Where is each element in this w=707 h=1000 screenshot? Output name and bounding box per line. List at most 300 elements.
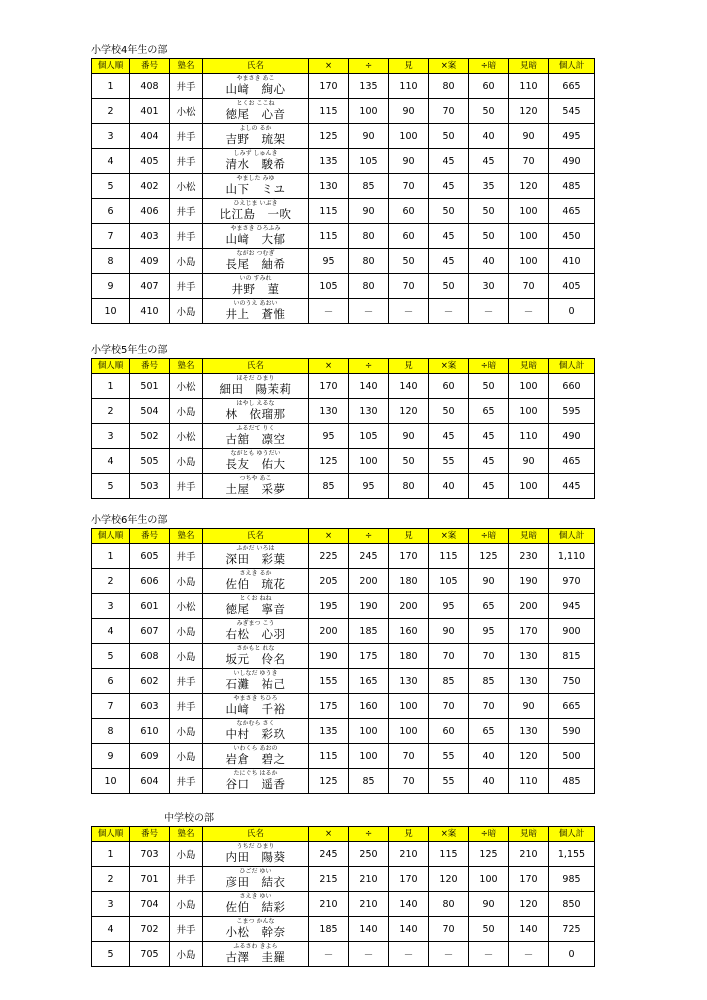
- view-mental-header: 見暗: [509, 827, 549, 842]
- divide-mental-score: 45: [469, 449, 509, 474]
- divide-mental-score: 50: [469, 917, 509, 942]
- total-cell: 0: [549, 942, 595, 967]
- rank-cell: 2: [92, 867, 130, 892]
- rank-cell: 4: [92, 149, 130, 174]
- total-cell: 665: [549, 694, 595, 719]
- name-cell: [203, 644, 309, 669]
- name-cell: [203, 694, 309, 719]
- divide-score: 165: [349, 669, 389, 694]
- rank-header: 個人順: [92, 827, 130, 842]
- student-name: 井野 菫: [231, 282, 280, 296]
- total-cell: 665: [549, 74, 595, 99]
- total-cell: 485: [549, 769, 595, 794]
- name-cell: [203, 719, 309, 744]
- number-header: 番号: [130, 59, 170, 74]
- name-header: 氏名: [203, 59, 309, 74]
- view-mental-score: 130: [509, 669, 549, 694]
- section-grade4: [91, 44, 585, 324]
- view-score: 50: [389, 449, 429, 474]
- rank-cell: 5: [92, 174, 130, 199]
- total-cell: 985: [549, 867, 595, 892]
- rank-cell: 10: [92, 769, 130, 794]
- divide-mental-score: 90: [469, 892, 509, 917]
- multiply-mental-header: ×案: [429, 827, 469, 842]
- name-cell: [203, 942, 309, 967]
- multiply-score: 115: [309, 99, 349, 124]
- multiply-mental-header: ×案: [429, 59, 469, 74]
- view-score: 130: [389, 669, 429, 694]
- rank-cell: 1: [92, 544, 130, 569]
- school-header: 塾名: [170, 827, 203, 842]
- table-row: [92, 249, 595, 274]
- multiply-score: 85: [309, 474, 349, 499]
- rank-cell: 4: [92, 449, 130, 474]
- multiply-score: 170: [309, 74, 349, 99]
- multiply-mental-score: 45: [429, 149, 469, 174]
- name-reading: いわくら あおの: [233, 745, 278, 752]
- number-cell: 702: [130, 917, 170, 942]
- divide-mental-score: 45: [469, 424, 509, 449]
- name-reading: ほそだ ひまり: [236, 375, 275, 382]
- table-row: [92, 74, 595, 99]
- header-row: [92, 59, 595, 74]
- multiply-header: ×: [309, 59, 349, 74]
- results-table: [91, 528, 595, 794]
- divide-mental-score: 30: [469, 274, 509, 299]
- rank-cell: 9: [92, 744, 130, 769]
- multiply-mental-score: 55: [429, 744, 469, 769]
- multiply-mental-score: 40: [429, 474, 469, 499]
- multiply-score: 215: [309, 867, 349, 892]
- table-row: [92, 274, 595, 299]
- rank-cell: 6: [92, 199, 130, 224]
- divide-score: 105: [349, 149, 389, 174]
- student-name: 坂元 伶名: [225, 652, 286, 666]
- view-mental-score: 70: [509, 149, 549, 174]
- section-title: 小学校4年生の部: [91, 45, 168, 56]
- name-reading: やまさき あこ: [236, 75, 275, 82]
- view-score: 70: [389, 744, 429, 769]
- total-cell: 490: [549, 149, 595, 174]
- header-row: [92, 529, 595, 544]
- table-row: [92, 892, 595, 917]
- total-cell: 590: [549, 719, 595, 744]
- multiply-score: 135: [309, 719, 349, 744]
- school-cell: 小島: [170, 719, 203, 744]
- table-row: [92, 669, 595, 694]
- results-table: [91, 826, 595, 967]
- divide-header: ÷: [349, 359, 389, 374]
- table-row: [92, 867, 595, 892]
- divide-mental-header: ÷暗: [469, 529, 509, 544]
- multiply-mental-score: 115: [429, 544, 469, 569]
- school-cell: 小島: [170, 299, 203, 324]
- number-cell: 603: [130, 694, 170, 719]
- table-row: [92, 569, 595, 594]
- school-cell: 井手: [170, 274, 203, 299]
- view-mental-score: 210: [509, 842, 549, 867]
- multiply-mental-score: 50: [429, 124, 469, 149]
- view-mental-score: 130: [509, 719, 549, 744]
- divide-header: ÷: [349, 827, 389, 842]
- view-score: 210: [389, 842, 429, 867]
- school-cell: 井手: [170, 199, 203, 224]
- view-score: 170: [389, 867, 429, 892]
- multiply-score: 130: [309, 174, 349, 199]
- table-row: [92, 299, 595, 324]
- school-cell: 小島: [170, 249, 203, 274]
- view-header: 見: [389, 827, 429, 842]
- divide-score: 100: [349, 744, 389, 769]
- school-cell: 小松: [170, 594, 203, 619]
- name-cell: [203, 99, 309, 124]
- divide-score: 90: [349, 199, 389, 224]
- table-row: [92, 719, 595, 744]
- multiply-mental-score: 55: [429, 449, 469, 474]
- view-mental-score: 120: [509, 99, 549, 124]
- name-reading: ふるさわ きよら: [233, 943, 278, 950]
- rank-cell: 2: [92, 399, 130, 424]
- divide-score: 100: [349, 719, 389, 744]
- school-cell: 小島: [170, 892, 203, 917]
- view-score: 80: [389, 474, 429, 499]
- divide-mental-score: 65: [469, 719, 509, 744]
- multiply-mental-header: ×案: [429, 359, 469, 374]
- multiply-mental-score: 50: [429, 274, 469, 299]
- table-row: [92, 224, 595, 249]
- divide-score: 85: [349, 174, 389, 199]
- name-reading: さえき るか: [239, 570, 272, 577]
- multiply-score: 225: [309, 544, 349, 569]
- school-header: 塾名: [170, 359, 203, 374]
- school-cell: 小島: [170, 399, 203, 424]
- rank-cell: 2: [92, 569, 130, 594]
- divide-header: ÷: [349, 529, 389, 544]
- divide-score: 105: [349, 424, 389, 449]
- school-header: 塾名: [170, 529, 203, 544]
- student-name: 吉野 琉架: [225, 132, 286, 146]
- multiply-header: ×: [309, 827, 349, 842]
- rank-header: 個人順: [92, 529, 130, 544]
- view-score: 160: [389, 619, 429, 644]
- name-cell: [203, 199, 309, 224]
- number-cell: 601: [130, 594, 170, 619]
- school-cell: 小島: [170, 449, 203, 474]
- divide-score: 135: [349, 74, 389, 99]
- number-cell: 605: [130, 544, 170, 569]
- school-header: 塾名: [170, 59, 203, 74]
- view-mental-score: 100: [509, 374, 549, 399]
- table-row: [92, 942, 595, 967]
- divide-score: 210: [349, 867, 389, 892]
- divide-score: 80: [349, 274, 389, 299]
- name-reading: はやし えるな: [236, 400, 275, 407]
- name-cell: [203, 669, 309, 694]
- multiply-score: 95: [309, 424, 349, 449]
- view-mental-score: 170: [509, 619, 549, 644]
- total-cell: 1,110: [549, 544, 595, 569]
- multiply-mental-score: 50: [429, 199, 469, 224]
- divide-score: －: [349, 942, 389, 967]
- divide-mental-score: 45: [469, 474, 509, 499]
- name-header: 氏名: [203, 827, 309, 842]
- multiply-mental-score: 60: [429, 719, 469, 744]
- name-reading: みぎまつ こう: [236, 620, 275, 627]
- view-score: 60: [389, 224, 429, 249]
- view-score: 140: [389, 892, 429, 917]
- student-name: 谷口 遥香: [225, 777, 286, 791]
- total-cell: 495: [549, 124, 595, 149]
- multiply-score: 155: [309, 669, 349, 694]
- rank-header: 個人順: [92, 359, 130, 374]
- number-cell: 602: [130, 669, 170, 694]
- view-score: 90: [389, 424, 429, 449]
- divide-score: 210: [349, 892, 389, 917]
- multiply-score: 105: [309, 274, 349, 299]
- total-cell: 465: [549, 199, 595, 224]
- number-cell: 407: [130, 274, 170, 299]
- divide-score: 130: [349, 399, 389, 424]
- name-cell: [203, 299, 309, 324]
- table-row: [92, 744, 595, 769]
- name-reading: いしなだ ゆうき: [233, 670, 278, 677]
- view-mental-score: 100: [509, 199, 549, 224]
- section-title: 中学校の部: [164, 813, 214, 824]
- divide-mental-score: －: [469, 299, 509, 324]
- student-name: 佐伯 琉花: [225, 577, 286, 591]
- divide-score: 185: [349, 619, 389, 644]
- multiply-mental-score: 115: [429, 842, 469, 867]
- view-mental-score: －: [509, 299, 549, 324]
- view-score: 170: [389, 544, 429, 569]
- number-header: 番号: [130, 529, 170, 544]
- total-cell: 970: [549, 569, 595, 594]
- total-cell: 490: [549, 424, 595, 449]
- number-cell: 410: [130, 299, 170, 324]
- view-score: 70: [389, 769, 429, 794]
- number-cell: 505: [130, 449, 170, 474]
- table-row: [92, 619, 595, 644]
- number-cell: 405: [130, 149, 170, 174]
- multiply-score: 200: [309, 619, 349, 644]
- school-cell: 小島: [170, 744, 203, 769]
- table-row: [92, 399, 595, 424]
- name-cell: [203, 249, 309, 274]
- divide-score: 250: [349, 842, 389, 867]
- number-cell: 704: [130, 892, 170, 917]
- name-reading: なかむら さく: [236, 720, 275, 727]
- name-cell: [203, 399, 309, 424]
- divide-score: 85: [349, 769, 389, 794]
- divide-score: 90: [349, 124, 389, 149]
- multiply-mental-score: 70: [429, 644, 469, 669]
- multiply-mental-score: 120: [429, 867, 469, 892]
- name-cell: [203, 424, 309, 449]
- view-mental-score: 140: [509, 917, 549, 942]
- name-reading: いの すみれ: [239, 275, 272, 282]
- divide-mental-score: 95: [469, 619, 509, 644]
- divide-mental-score: 50: [469, 199, 509, 224]
- divide-mental-score: 65: [469, 399, 509, 424]
- multiply-score: 210: [309, 892, 349, 917]
- divide-mental-score: 65: [469, 594, 509, 619]
- multiply-mental-score: 70: [429, 99, 469, 124]
- student-name: 右松 心羽: [225, 627, 286, 641]
- divide-mental-score: －: [469, 942, 509, 967]
- number-cell: 701: [130, 867, 170, 892]
- name-reading: とくお ここね: [236, 100, 275, 107]
- rank-cell: 5: [92, 644, 130, 669]
- multiply-score: 115: [309, 199, 349, 224]
- rank-cell: 2: [92, 99, 130, 124]
- rank-cell: 5: [92, 942, 130, 967]
- name-header: 氏名: [203, 359, 309, 374]
- divide-mental-header: ÷暗: [469, 359, 509, 374]
- number-cell: 406: [130, 199, 170, 224]
- multiply-mental-header: ×案: [429, 529, 469, 544]
- multiply-mental-score: 50: [429, 399, 469, 424]
- table-row: [92, 769, 595, 794]
- multiply-mental-score: 55: [429, 769, 469, 794]
- divide-mental-score: 90: [469, 569, 509, 594]
- view-score: 100: [389, 124, 429, 149]
- school-cell: 小松: [170, 174, 203, 199]
- divide-mental-score: 50: [469, 224, 509, 249]
- multiply-score: 95: [309, 249, 349, 274]
- name-cell: [203, 374, 309, 399]
- name-reading: つちや あこ: [239, 475, 272, 482]
- rank-header: 個人順: [92, 59, 130, 74]
- student-name: 細田 陽茉莉: [219, 382, 292, 396]
- divide-mental-score: 40: [469, 124, 509, 149]
- multiply-score: 195: [309, 594, 349, 619]
- table-row: [92, 149, 595, 174]
- view-mental-score: 90: [509, 449, 549, 474]
- multiply-header: ×: [309, 529, 349, 544]
- header-row: [92, 359, 595, 374]
- view-mental-score: 90: [509, 694, 549, 719]
- rank-cell: 3: [92, 892, 130, 917]
- name-reading: さえき ゆい: [239, 893, 272, 900]
- divide-score: 200: [349, 569, 389, 594]
- name-cell: [203, 474, 309, 499]
- school-cell: 井手: [170, 544, 203, 569]
- divide-mental-score: 40: [469, 249, 509, 274]
- rank-cell: 10: [92, 299, 130, 324]
- total-cell: 1,155: [549, 842, 595, 867]
- multiply-score: 185: [309, 917, 349, 942]
- number-header: 番号: [130, 827, 170, 842]
- divide-mental-score: 100: [469, 867, 509, 892]
- divide-mental-score: 70: [469, 694, 509, 719]
- table-row: [92, 449, 595, 474]
- rank-cell: 8: [92, 719, 130, 744]
- school-cell: 井手: [170, 149, 203, 174]
- name-cell: [203, 149, 309, 174]
- table-row: [92, 374, 595, 399]
- name-reading: ながとも ゆうだい: [230, 450, 281, 457]
- total-cell: 500: [549, 744, 595, 769]
- student-name: 内田 陽葵: [225, 850, 286, 864]
- student-name: 古澤 圭羅: [225, 950, 286, 964]
- school-cell: 小松: [170, 374, 203, 399]
- rank-cell: 3: [92, 594, 130, 619]
- results-table: [91, 358, 595, 499]
- rank-cell: 3: [92, 124, 130, 149]
- view-header: 見: [389, 359, 429, 374]
- multiply-mental-score: 90: [429, 619, 469, 644]
- table-row: [92, 594, 595, 619]
- school-cell: 井手: [170, 74, 203, 99]
- name-reading: よしの るか: [239, 125, 272, 132]
- school-cell: 井手: [170, 124, 203, 149]
- school-cell: 井手: [170, 917, 203, 942]
- total-cell: 945: [549, 594, 595, 619]
- student-name: 清水 駿希: [225, 157, 286, 171]
- view-score: 70: [389, 174, 429, 199]
- total-cell: 545: [549, 99, 595, 124]
- student-name: 比江島 一吹: [219, 207, 292, 221]
- name-cell: [203, 744, 309, 769]
- view-score: 100: [389, 694, 429, 719]
- name-cell: [203, 274, 309, 299]
- name-cell: [203, 892, 309, 917]
- view-score: 90: [389, 149, 429, 174]
- section-title: 小学校5年生の部: [91, 345, 168, 356]
- view-score: 50: [389, 249, 429, 274]
- name-reading: いのうえ あおい: [233, 300, 278, 307]
- view-mental-score: 120: [509, 892, 549, 917]
- number-cell: 609: [130, 744, 170, 769]
- name-reading: やました みゆ: [236, 175, 275, 182]
- view-mental-score: 200: [509, 594, 549, 619]
- student-name: 林 依瑠那: [225, 407, 286, 421]
- multiply-mental-score: 70: [429, 917, 469, 942]
- multiply-mental-score: 45: [429, 174, 469, 199]
- student-name: 山﨑 大郁: [225, 232, 286, 246]
- total-cell: 850: [549, 892, 595, 917]
- student-name: 長友 佑大: [225, 457, 286, 471]
- view-mental-score: 100: [509, 249, 549, 274]
- name-cell: [203, 917, 309, 942]
- divide-mental-score: 45: [469, 149, 509, 174]
- name-reading: うちだ ひまり: [236, 843, 275, 850]
- multiply-score: 115: [309, 224, 349, 249]
- number-cell: 408: [130, 74, 170, 99]
- divide-mental-score: 125: [469, 544, 509, 569]
- name-reading: やまさき ちひろ: [233, 695, 278, 702]
- view-mental-score: 110: [509, 424, 549, 449]
- divide-score: 160: [349, 694, 389, 719]
- divide-mental-score: 40: [469, 769, 509, 794]
- number-cell: 504: [130, 399, 170, 424]
- school-cell: 小松: [170, 424, 203, 449]
- view-mental-score: 120: [509, 174, 549, 199]
- student-name: 深田 彩葉: [225, 552, 286, 566]
- multiply-score: －: [309, 299, 349, 324]
- view-score: 60: [389, 199, 429, 224]
- table-row: [92, 842, 595, 867]
- name-cell: [203, 769, 309, 794]
- multiply-mental-score: 80: [429, 892, 469, 917]
- table-row: [92, 474, 595, 499]
- number-cell: 404: [130, 124, 170, 149]
- table-row: [92, 99, 595, 124]
- school-cell: 小島: [170, 644, 203, 669]
- view-mental-score: 120: [509, 744, 549, 769]
- multiply-score: 245: [309, 842, 349, 867]
- student-name: 古舘 凛空: [225, 432, 286, 446]
